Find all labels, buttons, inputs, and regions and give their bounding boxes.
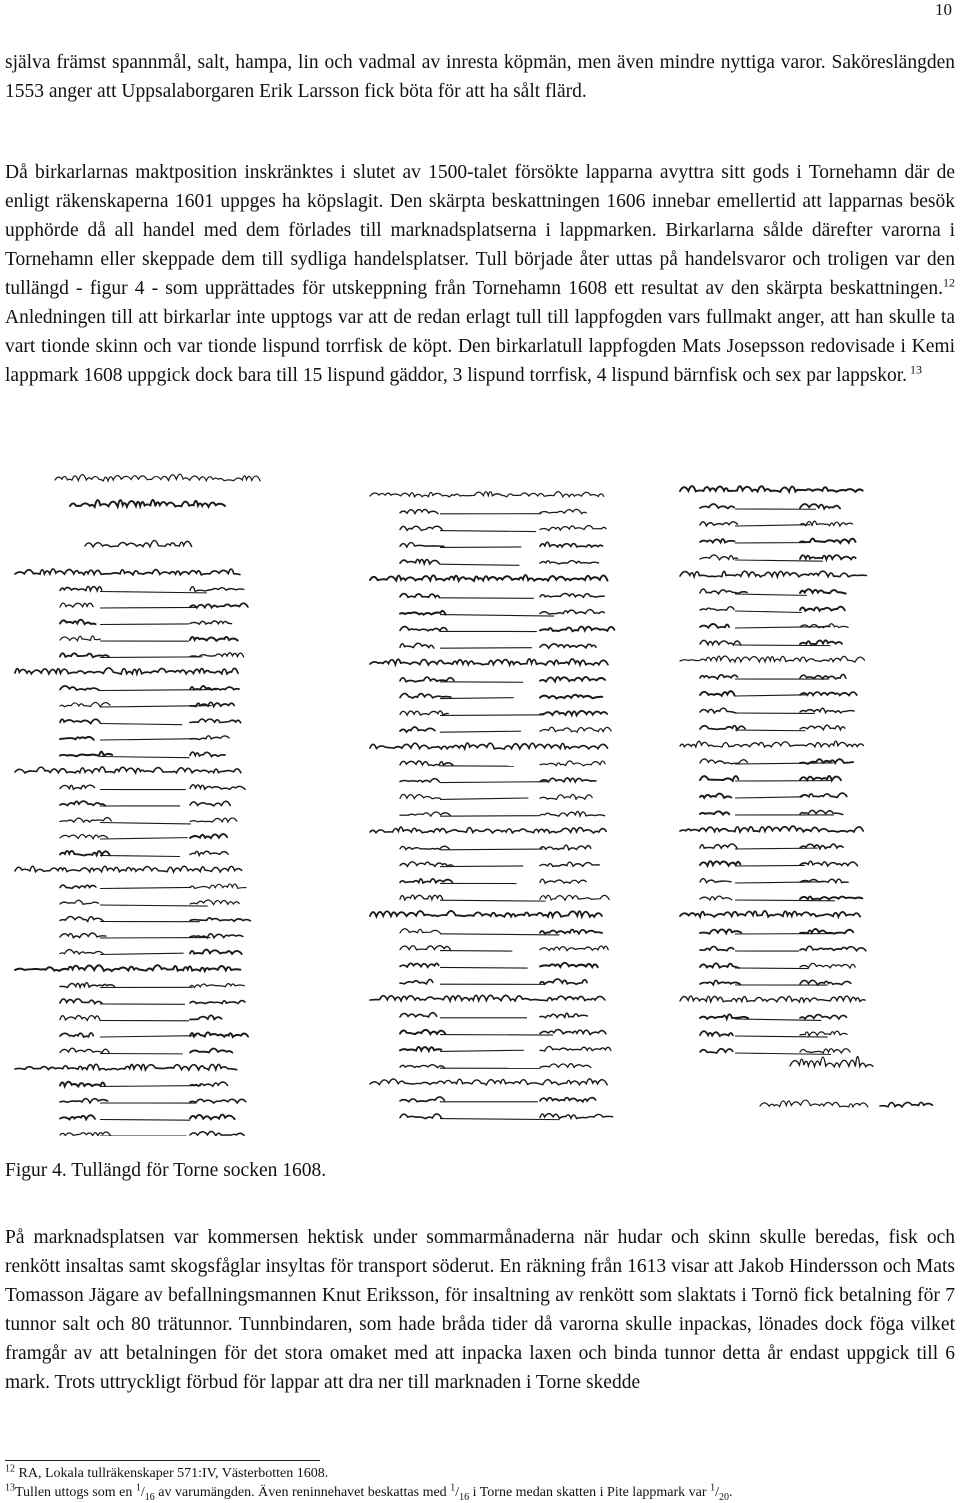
handwriting-stroke xyxy=(680,486,863,492)
handwriting-stroke xyxy=(440,866,523,867)
handwriting-stroke xyxy=(190,1049,232,1053)
handwriting-stroke xyxy=(100,823,191,824)
handwriting-stroke xyxy=(190,736,229,740)
handwriting-stroke xyxy=(400,963,439,967)
handwriting-stroke xyxy=(700,980,740,984)
handwriting-stroke xyxy=(800,963,855,968)
handwriting-stroke xyxy=(60,818,111,823)
handwriting-stroke xyxy=(440,564,519,565)
handwriting-stroke xyxy=(190,1015,222,1019)
handwriting-stroke xyxy=(100,1086,201,1087)
handwriting-stroke xyxy=(190,587,244,592)
footnote-ref: 12 xyxy=(943,276,955,290)
handwriting-stroke xyxy=(440,967,528,968)
handwriting-stroke xyxy=(370,995,605,1001)
handwriting-stroke xyxy=(55,474,260,481)
handwriting-stroke xyxy=(800,946,866,951)
handwriting-stroke xyxy=(400,929,440,933)
handwriting-stroke xyxy=(60,785,95,789)
handwriting-stroke xyxy=(700,504,734,509)
handwriting-stroke xyxy=(60,983,115,988)
handwriting-stroke xyxy=(700,963,739,968)
handwriting-stroke xyxy=(190,1099,246,1103)
handwriting-stroke xyxy=(400,526,442,530)
footnote-text: av varumängden. Även reninnehavet beskattas med xyxy=(155,1485,450,1500)
handwriting-stroke xyxy=(540,862,599,866)
handwriting-stroke xyxy=(735,695,808,696)
handwriting-stroke xyxy=(100,838,188,839)
handwriting-stroke xyxy=(440,731,521,732)
handwriting-stroke xyxy=(680,911,860,917)
handwriting-stroke xyxy=(735,865,805,866)
handwriting-stroke xyxy=(540,627,614,632)
handwriting-stroke xyxy=(540,1030,606,1035)
handwriting-stroke xyxy=(700,539,735,542)
handwriting-stroke xyxy=(400,643,434,648)
handwriting-stroke xyxy=(700,946,734,950)
footnote-text: . xyxy=(729,1485,733,1500)
handwriting-stroke xyxy=(440,715,544,716)
figure-caption: Figur 4. Tullängd för Torne socken 1608. xyxy=(5,1160,326,1182)
handwriting-stroke xyxy=(400,946,450,950)
handwriting-stroke xyxy=(60,1115,95,1119)
handwriting-stroke xyxy=(400,794,440,798)
handwriting-stroke xyxy=(700,691,735,696)
handwriting-stroke xyxy=(800,1049,850,1053)
handwriting-stroke xyxy=(700,675,738,679)
handwriting-stroke xyxy=(735,525,811,526)
handwriting-stroke xyxy=(735,627,831,628)
handwriting-stroke xyxy=(60,620,96,624)
handwriting-stroke xyxy=(800,555,856,559)
handwriting-stroke xyxy=(700,896,732,900)
handwriting-stroke xyxy=(15,668,238,674)
page-number: 10 xyxy=(935,0,952,20)
handwriting-stroke xyxy=(400,1114,442,1119)
handwriting-stroke xyxy=(60,719,100,723)
handwriting-stroke xyxy=(60,835,108,839)
handwriting-stroke xyxy=(700,844,737,848)
handwriting-stroke xyxy=(370,1079,607,1085)
fraction-numerator: 1 xyxy=(450,1482,455,1493)
paragraph-intro: själva främst spannmål, salt, hampa, lin och vadmal av inresta köpmän, men även mindre nyttiga varor. Saköreslängden 1553 anger att Uppsalaborgaren Erik Larsson fick böta för att ha sålt flärd. xyxy=(5,48,955,106)
handwriting-stroke xyxy=(700,776,738,781)
handwriting-stroke xyxy=(735,1019,821,1020)
handwriting-stroke xyxy=(60,950,103,955)
handwriting-stroke xyxy=(790,1056,873,1066)
handwriting-stroke xyxy=(190,752,225,756)
handwriting-stroke xyxy=(60,686,99,690)
handwriting-stroke xyxy=(400,779,439,782)
handwriting-stroke xyxy=(440,951,512,952)
handwriting-stroke xyxy=(540,811,605,816)
handwriting-stroke xyxy=(60,933,106,938)
handwriting-stroke xyxy=(700,607,734,611)
handwriting-stroke xyxy=(700,1031,733,1036)
handwriting-stroke xyxy=(400,611,446,615)
manuscript-figure xyxy=(0,466,960,1136)
handwriting-stroke xyxy=(190,900,239,905)
handwriting-stroke xyxy=(540,794,592,799)
handwriting-stroke xyxy=(190,801,230,806)
fraction-denominator: 16 xyxy=(459,1492,469,1503)
handwriting-stroke xyxy=(735,848,818,849)
handwriting-stroke xyxy=(800,725,845,730)
handwriting-stroke xyxy=(540,778,596,782)
handwriting-stroke xyxy=(190,603,248,608)
handwriting-stroke xyxy=(735,900,835,901)
handwriting-stroke xyxy=(400,846,449,849)
fraction-denominator: 16 xyxy=(145,1492,155,1503)
handwriting-stroke xyxy=(190,637,238,641)
handwriting-stroke xyxy=(800,640,842,644)
handwriting-stroke xyxy=(800,504,840,509)
handwriting-stroke xyxy=(400,677,454,682)
handwriting-stroke xyxy=(700,759,747,764)
handwriting-stroke xyxy=(440,900,546,901)
handwriting-stroke xyxy=(440,798,528,799)
handwriting-stroke xyxy=(680,741,864,747)
handwriting-stroke xyxy=(190,621,232,624)
handwriting-stroke xyxy=(540,946,608,951)
handwriting-stroke xyxy=(100,856,180,857)
handwriting-stroke xyxy=(540,509,586,513)
handwriting-stroke xyxy=(15,866,242,872)
handwriting-stroke xyxy=(190,950,242,954)
handwriting-stroke xyxy=(400,862,453,867)
handwriting-stroke xyxy=(60,1048,109,1053)
handwriting-stroke xyxy=(735,882,824,883)
handwriting-stroke xyxy=(700,624,729,628)
handwriting-stroke xyxy=(60,801,106,806)
handwriting-stroke xyxy=(440,598,534,599)
handwriting-stroke xyxy=(680,656,865,662)
handwriting-stroke xyxy=(60,1016,100,1021)
footnote-ref: 13 xyxy=(907,363,922,377)
handwriting-stroke xyxy=(400,509,438,513)
handwriting-stroke xyxy=(60,752,112,757)
handwriting-stroke xyxy=(440,615,554,616)
handwriting-stroke xyxy=(100,657,202,658)
handwriting-stroke xyxy=(800,1031,847,1036)
handwriting-stroke xyxy=(60,999,102,1004)
handwriting-stroke xyxy=(735,763,833,764)
handwriting-stroke xyxy=(400,1097,444,1102)
handwriting-stroke xyxy=(60,702,110,706)
handwriting-stroke xyxy=(540,1098,596,1102)
handwriting-stroke xyxy=(60,916,103,921)
handwriting-stroke xyxy=(190,653,244,657)
handwriting-stroke xyxy=(735,645,830,646)
handwriting-stroke xyxy=(800,708,854,713)
handwriting-stroke xyxy=(370,575,608,581)
handwriting-stroke xyxy=(100,1120,190,1121)
handwriting-stroke xyxy=(400,594,440,598)
handwriting-stroke xyxy=(760,1100,868,1107)
handwriting-stroke xyxy=(70,500,225,507)
footnote-text: Tullen uttogs som en xyxy=(15,1485,136,1500)
handwriting-stroke xyxy=(540,979,587,984)
handwriting-stroke xyxy=(60,851,110,856)
handwriting-stroke xyxy=(100,757,189,758)
handwriting-stroke xyxy=(440,934,559,935)
handwriting-stroke xyxy=(400,543,444,547)
handwriting-stroke xyxy=(190,1115,235,1120)
paragraph-birkarlar xyxy=(5,158,955,390)
handwriting-stroke xyxy=(370,492,604,497)
handwriting-stroke xyxy=(370,911,602,917)
handwriting-stroke xyxy=(190,1001,245,1004)
handwriting-stroke xyxy=(700,1014,748,1019)
handwriting-stroke xyxy=(800,589,846,593)
handwriting-stroke xyxy=(190,785,245,790)
footnote-text: i Torne medan skatten i Pite lappmark var xyxy=(469,1485,710,1500)
handwriting-stroke xyxy=(400,1047,441,1051)
handwriting-stroke xyxy=(540,761,605,766)
handwritten-toll-register-image xyxy=(0,466,960,1136)
handwriting-stroke xyxy=(60,653,109,657)
handwriting-stroke xyxy=(540,1064,591,1068)
handwriting-stroke xyxy=(540,711,607,715)
handwriting-stroke xyxy=(800,1015,847,1019)
handwriting-stroke xyxy=(800,980,851,985)
handwriting-stroke xyxy=(100,607,197,608)
handwriting-stroke xyxy=(540,1046,611,1051)
handwriting-stroke xyxy=(700,522,737,526)
handwriting-stroke xyxy=(400,979,433,983)
handwriting-stroke xyxy=(800,897,862,900)
handwriting-stroke xyxy=(540,644,596,648)
handwriting-stroke xyxy=(800,692,857,695)
fraction-numerator: 1 xyxy=(136,1482,141,1493)
handwriting-stroke xyxy=(15,965,240,971)
handwriting-stroke xyxy=(735,1053,831,1054)
handwriting-stroke xyxy=(100,1036,196,1037)
handwriting-stroke xyxy=(540,963,598,967)
handwriting-stroke xyxy=(60,1132,110,1136)
handwriting-stroke xyxy=(100,887,191,888)
handwriting-stroke xyxy=(700,555,738,560)
handwriting-stroke xyxy=(540,929,602,933)
handwriting-stroke xyxy=(680,996,865,1002)
handwriting-stroke xyxy=(680,571,866,577)
handwriting-stroke xyxy=(400,1013,437,1017)
handwriting-stroke xyxy=(700,708,736,713)
footnote-number: 13 xyxy=(5,1482,15,1493)
handwriting-stroke xyxy=(100,739,197,740)
handwriting-stroke xyxy=(100,724,182,725)
handwriting-stroke xyxy=(370,743,608,749)
handwriting-stroke xyxy=(370,659,608,665)
handwriting-stroke xyxy=(700,811,729,814)
handwriting-stroke xyxy=(100,905,208,906)
handwriting-stroke xyxy=(400,895,443,900)
handwriting-stroke xyxy=(440,1050,524,1051)
handwriting-stroke xyxy=(440,531,536,532)
handwriting-stroke xyxy=(735,1036,828,1037)
handwriting-stroke xyxy=(540,695,602,699)
handwriting-stroke xyxy=(540,594,604,598)
handwriting-stroke xyxy=(60,587,102,591)
footnote-13: $^{13}$Tullen uttogs som en $^1/_{16}$ av varumängden. Även reninnehavet beskattas med $^1/_{16}$ i Torne medan skatten i Pite lappmark var $^1/_{20}$. xyxy=(5,1485,955,1501)
footnote-number: 12 xyxy=(5,1463,15,1474)
handwriting-stroke xyxy=(440,1119,560,1120)
handwriting-stroke xyxy=(800,607,845,611)
handwriting-stroke xyxy=(100,953,184,954)
handwriting-stroke xyxy=(735,797,803,798)
handwriting-stroke xyxy=(190,818,237,822)
handwriting-stroke xyxy=(60,737,94,740)
handwriting-stroke xyxy=(680,826,863,832)
handwriting-stroke xyxy=(400,711,448,715)
handwriting-stroke xyxy=(735,611,802,612)
handwriting-stroke xyxy=(800,861,858,866)
handwriting-stroke xyxy=(700,589,747,594)
handwriting-stroke xyxy=(400,1065,445,1068)
handwriting-stroke xyxy=(400,559,439,563)
handwriting-stroke xyxy=(400,812,450,816)
handwriting-stroke xyxy=(540,610,604,615)
paragraph-market: På marknadsplatsen var kommersen hektisk under sommarmånaderna när hudar och skinn skulle beredas, fisk och renkött insaltas samt skogsfåglar insyltas för transport söderut. En räkning från 1613 visar att Jakob Hindersson och Mats Tomasson Jägare av befallningsmannen Knut Eriksson, för insaltning av renkött som slaktats i Tornö fick betalning för 7 tunnor salt och 80 trätunnor. Tunnbindaren, som hade bråda tider då varorna skulle inpackas, lönades dock föga vilket framgår av att betalningen för det stora omaket med att inpacka laxen och binda tunnor detta år endast uppgick till 6 mark. Trots uttryckligt förbud för lappar att dra ner till marknaden i Torne skedde xyxy=(5,1223,955,1397)
handwriting-stroke xyxy=(100,592,207,593)
paragraph-text: Då birkarlarnas maktposition inskränktes i slutet av 1500-talet försökte lapparna avyttra sitt gods i Tornehamn där de enligt räkenskaperna 1601 uppges ha köpslagit. Den skärpta beskattningen 1606 innebar emellertid att lapparnas besök upphörde då all handel med dem förlades till marknadsplatserna i lappmarken. Birkarlarna sålde därefter varorna i Tornehamn eller skeppade dem till sydliga handelsplatser. Tull började åter uttas på handelsvaror och troligen var den tullängd - figur 4 - som upprättades för utskeppning från Tornehamn 1608 ett resultat av den skärpta beskattningen. xyxy=(5,162,955,299)
handwriting-stroke xyxy=(190,884,246,888)
handwriting-stroke xyxy=(540,677,605,682)
handwriting-stroke xyxy=(190,918,250,921)
handwriting-stroke xyxy=(440,782,549,783)
handwriting-stroke xyxy=(400,694,451,699)
handwriting-stroke xyxy=(60,636,100,641)
handwriting-stroke xyxy=(880,1102,933,1106)
handwriting-stroke xyxy=(190,851,228,855)
handwriting-stroke xyxy=(540,895,609,900)
handwriting-stroke xyxy=(540,542,603,547)
handwriting-stroke xyxy=(370,827,606,833)
handwriting-stroke xyxy=(735,594,807,595)
handwriting-stroke xyxy=(800,793,847,797)
handwriting-stroke xyxy=(800,929,853,934)
handwriting-stroke xyxy=(540,561,599,564)
handwriting-stroke xyxy=(60,1099,108,1103)
handwriting-stroke xyxy=(700,861,740,865)
handwriting-stroke xyxy=(400,761,453,766)
handwriting-stroke xyxy=(540,727,611,732)
handwriting-stroke xyxy=(735,730,805,731)
handwriting-stroke xyxy=(800,539,856,543)
handwriting-stroke xyxy=(400,626,447,630)
handwriting-stroke xyxy=(60,885,96,888)
handwriting-stroke xyxy=(60,900,98,904)
handwriting-stroke xyxy=(540,1013,587,1018)
handwriting-stroke xyxy=(540,879,586,883)
handwriting-stroke xyxy=(85,540,192,546)
handwriting-stroke xyxy=(700,1049,733,1053)
handwriting-stroke xyxy=(15,767,241,773)
handwriting-stroke xyxy=(800,810,843,814)
handwriting-stroke xyxy=(735,968,809,969)
handwriting-stroke xyxy=(15,1064,237,1070)
handwriting-stroke xyxy=(400,1030,445,1034)
footnote-text: RA, Lokala tullräkenskaper 571:IV, Västerbotten 1608. xyxy=(15,1466,328,1481)
handwriting-stroke xyxy=(190,686,239,690)
handwriting-stroke xyxy=(540,845,591,850)
handwriting-stroke xyxy=(190,1131,244,1135)
handwriting-stroke xyxy=(15,569,240,575)
handwriting-stroke xyxy=(400,879,452,883)
handwriting-stroke xyxy=(540,1114,613,1119)
handwriting-stroke xyxy=(190,719,241,723)
handwriting-stroke xyxy=(700,794,731,798)
handwriting-stroke xyxy=(190,984,244,988)
handwriting-stroke xyxy=(700,879,731,883)
fraction-numerator: 1 xyxy=(710,1482,715,1493)
footnote-12 xyxy=(5,1466,955,1482)
handwriting-stroke xyxy=(190,702,234,706)
handwriting-stroke xyxy=(800,674,846,678)
handwriting-stroke xyxy=(440,816,540,817)
handwriting-stroke xyxy=(700,726,745,730)
handwriting-stroke xyxy=(400,727,435,732)
footnote-divider xyxy=(5,1460,320,1461)
handwriting-stroke xyxy=(60,1082,105,1087)
handwriting-stroke xyxy=(700,640,741,645)
handwriting-stroke xyxy=(190,834,227,838)
handwriting-stroke xyxy=(190,1032,248,1037)
handwriting-stroke xyxy=(440,849,543,850)
handwriting-stroke xyxy=(700,929,741,933)
handwriting-stroke xyxy=(540,526,606,531)
handwriting-stroke xyxy=(100,624,189,625)
handwriting-stroke xyxy=(60,1033,93,1037)
handwriting-stroke xyxy=(800,776,841,780)
fraction-denominator: 20 xyxy=(719,1492,729,1503)
handwriting-stroke xyxy=(60,603,93,607)
paragraph-text: Anledningen till att birkarlar inte upptogs var att de redan erlagt tull till lappfogden vars fullmakt anger, att han skulle ta vart tionde skinn och var tionde lispund torrfisk de köpt. Den birkarlatull lappfogden Mats Josepsson redovisade i Kemi lappmark 1608 uppgick dock bara till 15 lispund gäddor, 3 lispund torrfisk, 4 lispund bärnfisk och sex par lappskor. xyxy=(5,307,955,386)
